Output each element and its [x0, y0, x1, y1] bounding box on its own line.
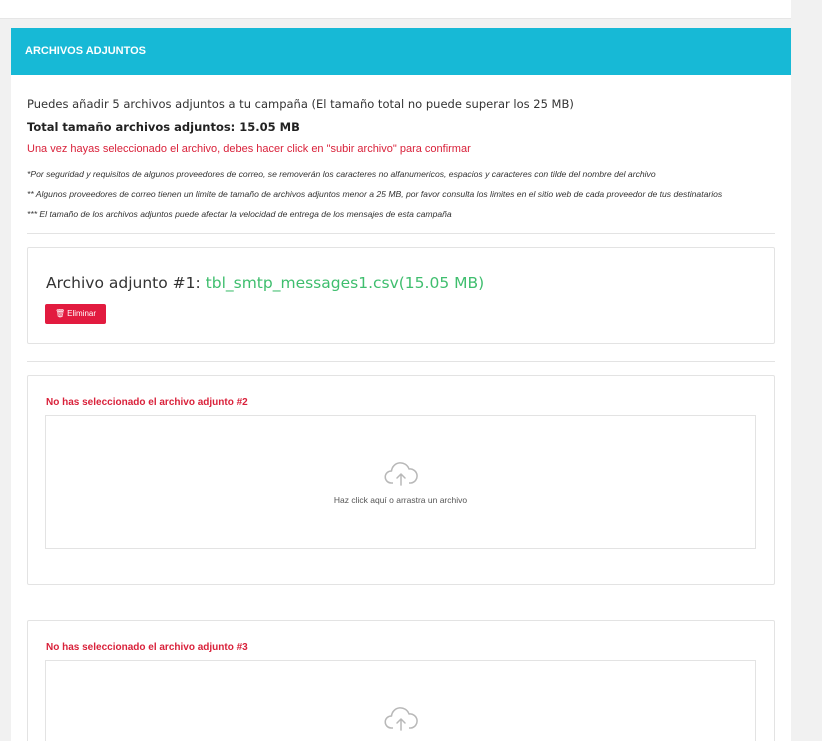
- attachment-card-1: [27, 247, 775, 344]
- attachment-1-title: [46, 274, 484, 292]
- note-2: ** Algunos proveedores de correo tienen un limite de tamaño de archivos adjuntos menor a 25 MB, por favor consulta los limites en el sitio web de cada proveedor de tus destinatarios: [27, 189, 723, 199]
- attachment-3-empty-label: No has seleccionado el archivo adjunto #3: [46, 642, 248, 653]
- note-1: *Por seguridad y requisitos de algunos proveedores de correo, se removerán los caracteres no alfanumericos, espacios y caracteres con tilde del nombre del archivo: [27, 169, 656, 179]
- page-scrollbar[interactable]: [806, 0, 822, 741]
- panel-title: ARCHIVOS ADJUNTOS: [11, 28, 791, 75]
- delete-button-label: Eliminar: [67, 309, 97, 318]
- attachment-2-empty-label: No has seleccionado el archivo adjunto #2: [46, 397, 248, 408]
- divider: [27, 361, 775, 362]
- attachment-card-3: [27, 620, 775, 741]
- attachments-info: Puedes añadir 5 archivos adjuntos a tu campaña (El tamaño total no puede superar los 25 MB): [27, 97, 574, 111]
- dropzone-text: Haz click aquí o arrastra un archivo: [333, 495, 468, 505]
- attachment-2-dropzone[interactable]: [45, 415, 756, 549]
- note-3: *** El tamaño de los archivos adjuntos puede afectar la velocidad de entrega de los mensajes de esta campaña: [27, 209, 452, 219]
- trash-icon: 🗑: [54, 309, 66, 318]
- attachment-1-filename: tbl_smtp_messages1.csv(15.05 MB): [205, 274, 485, 292]
- top-card-edge: [0, 0, 791, 19]
- attachments-panel: [11, 28, 791, 741]
- divider: [27, 233, 775, 234]
- attachment-3-dropzone[interactable]: [45, 660, 756, 741]
- cloud-upload-icon: [384, 705, 418, 731]
- attachment-card-2: [27, 375, 775, 585]
- total-size: Total tamaño archivos adjuntos: 15.05 MB: [27, 120, 300, 134]
- panel-body: [11, 97, 791, 741]
- upload-warning: Una vez hayas seleccionado el archivo, debes hacer click en "subir archivo" para confirmar: [27, 143, 471, 155]
- cloud-upload-icon: [384, 460, 418, 486]
- attachment-1-label: Archivo adjunto #1:: [46, 274, 206, 292]
- delete-attachment-1-button[interactable]: [45, 304, 106, 324]
